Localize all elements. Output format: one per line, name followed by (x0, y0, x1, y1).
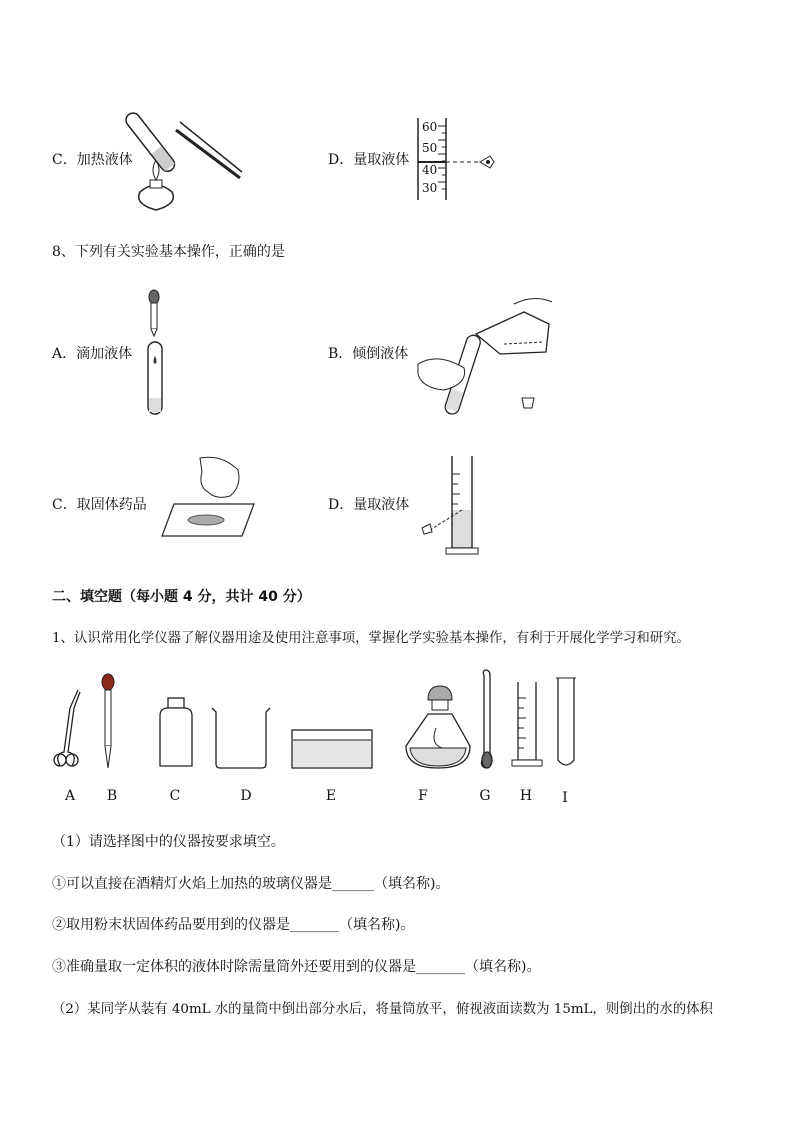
dropper (102, 674, 114, 768)
q7-option-d: D．量取液体 (328, 152, 410, 168)
pouring-liquid-illustration (414, 294, 554, 416)
instruments-illustration (50, 668, 580, 776)
taking-solid-illustration (160, 456, 255, 538)
q7-option-c: C．加热液体 (52, 152, 133, 168)
fill-item-3: ③准确量取一定体积的液体时除需量筒外还要用到的仪器是_______（填名称)。 (52, 959, 541, 975)
scale-40: 40 (422, 163, 438, 177)
instrument-label-b: B (106, 788, 118, 804)
instrument-label-e: E (325, 788, 337, 804)
alcohol-lamp (406, 686, 470, 768)
spatula (481, 670, 492, 768)
q8-stem: 8、下列有关实验基本操作，正确的是 (52, 244, 285, 260)
q8-option-a: A．滴加液体 (52, 346, 133, 362)
q8-option-c: C．取固体药品 (52, 497, 147, 513)
instrument-label-c: C (169, 788, 181, 804)
instrument-label-a: A (64, 788, 76, 804)
fill-item-2: ②取用粉末状固体药品要用到的仪器是_______（填名称)。 (52, 917, 415, 933)
instrument-label-h: H (519, 788, 533, 804)
q8-option-d: D．量取液体 (328, 497, 410, 513)
q1-stem: 1、认识常用化学仪器了解仪器用途及使用注意事项，掌握化学实验基本操作，有利于开展化学学习和研究。 (52, 631, 690, 646)
instrument-label-i: I (562, 790, 568, 806)
instrument-label-d: D (240, 788, 252, 804)
instrument-label-f: F (418, 788, 428, 804)
water-trough (292, 730, 372, 768)
reagent-bottle (160, 698, 192, 766)
instrument-label-g: G (479, 788, 491, 804)
graduated-cylinder (512, 682, 542, 766)
fill-item-1: ①可以直接在酒精灯火焰上加热的玻璃仪器是______（填名称)。 (52, 876, 450, 892)
part2-question: （2）某同学从装有 40mL 水的量筒中倒出部分水后，将量筒放平，俯视液面读数为 15mL，则倒出的水的体积 (52, 1002, 713, 1017)
dropper-and-tube-illustration (145, 290, 167, 416)
beaker (212, 708, 270, 768)
section2-heading: 二、填空题（每小题 4 分，共计 40 分） (52, 589, 311, 605)
scale-50: 50 (422, 141, 438, 155)
heating-liquid-illustration (128, 100, 248, 215)
scale-60: 60 (422, 120, 438, 134)
scale-30: 30 (422, 181, 438, 195)
crucible-tongs (54, 690, 80, 766)
test-tube (556, 678, 576, 765)
q8-option-b: B．倾倒液体 (328, 346, 409, 362)
part1-instruction: （1）请选择图中的仪器按要求填空。 (52, 834, 285, 850)
cylinder-upward-reading-illustration (418, 454, 490, 558)
